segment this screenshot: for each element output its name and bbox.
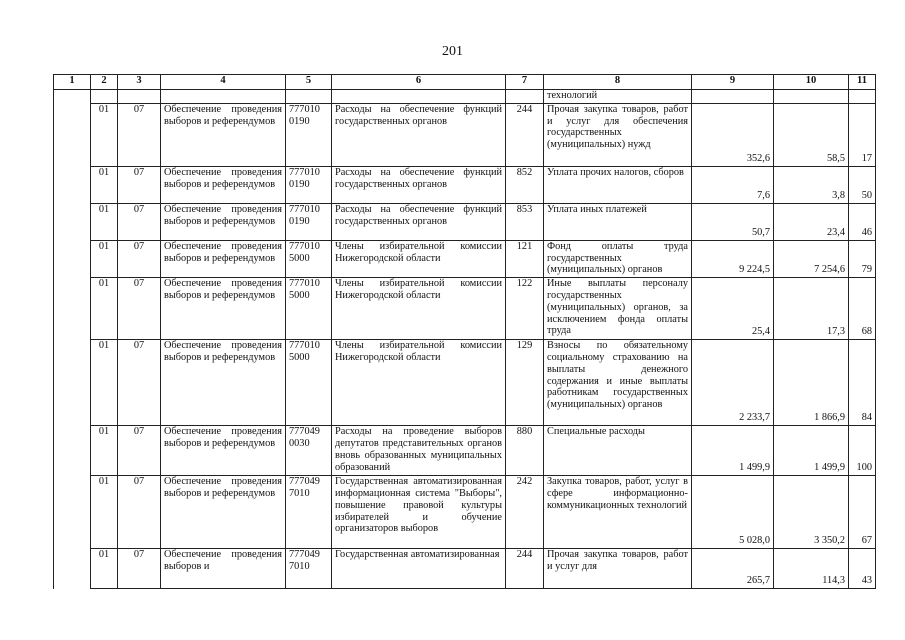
cell-plan: 352,6 [692,103,774,166]
cell-name: Обеспечение проведения выборов и референдумов [161,103,286,166]
cell-target-code: 777010 0190 [286,166,332,203]
table-row [54,476,876,549]
carry-over-row [54,90,876,104]
cell-empty [54,476,91,549]
cell-expense-name: Уплата иных платежей [544,203,692,240]
cell-target-name: Государственная автоматизированная информационная система "Выборы", повышение правовой культуры избирателей и обучение организаторов выборов [332,476,506,549]
cell-target-name: Расходы на обеспечение функций государственных органов [332,166,506,203]
cell-section: 01 [91,476,118,549]
cell-actual: 17,3 [774,278,849,340]
table-row [54,240,876,277]
cell-percent: 43 [849,549,876,589]
cell-target-code: 777010 5000 [286,240,332,277]
cell-plan: 5 028,0 [692,476,774,549]
cell-percent: 68 [849,278,876,340]
cell-name: Обеспечение проведения выборов и референдумов [161,166,286,203]
col-header: 9 [692,75,774,90]
col-header: 7 [506,75,544,90]
cell-percent: 84 [849,340,876,426]
cell-section: 01 [91,549,118,589]
cell-percent: 50 [849,166,876,203]
col-header: 1 [54,75,91,90]
col-header: 10 [774,75,849,90]
cell-actual: 7 254,6 [774,240,849,277]
cell-expense-code: 129 [506,340,544,426]
cell-name: Обеспечение проведения выборов и референдумов [161,203,286,240]
col-header: 8 [544,75,692,90]
cell-target-name: Расходы на проведение выборов депутатов представительных органов вновь образованных муниципальных образований [332,426,506,476]
table-row [54,340,876,426]
cell-empty [54,166,91,203]
cell-actual: 1 866,9 [774,340,849,426]
cell-empty [54,240,91,277]
cell-subsection: 07 [118,476,161,549]
cell-expense-name: Закупка товаров, работ, услуг в сфере информационно-коммуникационных технологий [544,476,692,549]
table-row [54,426,876,476]
col-header: 4 [161,75,286,90]
cell-target-code: 777049 0030 [286,426,332,476]
cell-subsection: 07 [118,549,161,589]
cell-expense-name: Прочая закупка товаров, работ и услуг для [544,549,692,589]
cell-actual: 3 350,2 [774,476,849,549]
cell-percent: 17 [849,103,876,166]
cell-target-code: 777010 5000 [286,278,332,340]
cell-plan: 1 499,9 [692,426,774,476]
cell-subsection: 07 [118,340,161,426]
cell-actual: 23,4 [774,203,849,240]
cell-plan: 2 233,7 [692,340,774,426]
cell-expense-name: Взносы по обязательному социальному страхованию на выплаты денежного содержания и иные выплаты работникам государственных (муниципальных) органов [544,340,692,426]
cell-target-name: Расходы на обеспечение функций государственных органов [332,103,506,166]
cell-subsection: 07 [118,278,161,340]
page-number: 201 [442,44,463,59]
cell-section: 01 [91,426,118,476]
cell-expense-code: 852 [506,166,544,203]
cell-empty [54,340,91,426]
cell-empty [54,103,91,166]
cell-actual: 58,5 [774,103,849,166]
cell-target-code: 777010 0190 [286,203,332,240]
cell-empty [54,426,91,476]
table-row [54,278,876,340]
cell-target-name: Члены избирательной комиссии Нижегородской области [332,240,506,277]
cell-plan: 25,4 [692,278,774,340]
cell-target-name: Члены избирательной комиссии Нижегородской области [332,340,506,426]
table-row [54,166,876,203]
cell-expense-code: 121 [506,240,544,277]
cell-percent: 100 [849,426,876,476]
cell-plan: 9 224,5 [692,240,774,277]
cell-actual: 1 499,9 [774,426,849,476]
cell-expense-name: Прочая закупка товаров, работ и услуг для обеспечения государственных (муниципальных) нужд [544,103,692,166]
cell-expense-name: Иные выплаты персоналу государственных (муниципальных) органов, за исключением фонда оплаты труда [544,278,692,340]
cell-target-code: 777010 5000 [286,340,332,426]
cell-expense-name: Уплата прочих налогов, сборов [544,166,692,203]
cell-target-name: Расходы на обеспечение функций государственных органов [332,203,506,240]
header-row [54,75,876,90]
cell-actual: 3,8 [774,166,849,203]
cell-name: Обеспечение проведения выборов и референдумов [161,278,286,340]
cell-subsection: 07 [118,166,161,203]
cell-name: Обеспечение проведения выборов и референдумов [161,476,286,549]
cell-name: Обеспечение проведения выборов и референдумов [161,340,286,426]
budget-table [53,74,876,589]
cell-target-name: Члены избирательной комиссии Нижегородской области [332,278,506,340]
cell-name: Обеспечение проведения выборов и референдумов [161,426,286,476]
cell-subsection: 07 [118,426,161,476]
cell-subsection: 07 [118,240,161,277]
cell-section: 01 [91,240,118,277]
cell-expense-code: 880 [506,426,544,476]
cell-target-code: 777010 0190 [286,103,332,166]
col-header: 5 [286,75,332,90]
cell-subsection: 07 [118,203,161,240]
cell-empty [54,549,91,589]
cell-expense-code: 244 [506,103,544,166]
cell-name: Обеспечение проведения выборов и [161,549,286,589]
cell-plan: 265,7 [692,549,774,589]
table-row [54,203,876,240]
cell-expense-name: Фонд оплаты труда государственных (муниципальных) органов [544,240,692,277]
cell-empty [54,203,91,240]
table-row [54,549,876,589]
cell-name: Обеспечение проведения выборов и референдумов [161,240,286,277]
cell-section: 01 [91,278,118,340]
cell-subsection: 07 [118,103,161,166]
cell-target-code: 777049 7010 [286,476,332,549]
cell-section: 01 [91,103,118,166]
table-row [54,103,876,166]
cell-percent: 79 [849,240,876,277]
cell-expense-name: Специальные расходы [544,426,692,476]
cell-percent: 67 [849,476,876,549]
col-header: 6 [332,75,506,90]
cell-expense-code: 122 [506,278,544,340]
col-header: 3 [118,75,161,90]
cell-expense-code: 242 [506,476,544,549]
carry-over-text: технологий [544,90,692,104]
cell-section: 01 [91,166,118,203]
cell-actual: 114,3 [774,549,849,589]
cell-target-code: 777049 7010 [286,549,332,589]
cell-section: 01 [91,340,118,426]
cell-target-name: Государственная автоматизированная [332,549,506,589]
cell-plan: 50,7 [692,203,774,240]
cell-plan: 7,6 [692,166,774,203]
cell-expense-code: 853 [506,203,544,240]
col-header: 11 [849,75,876,90]
cell-empty [54,278,91,340]
cell-percent: 46 [849,203,876,240]
cell-expense-code: 244 [506,549,544,589]
col-header: 2 [91,75,118,90]
cell-section: 01 [91,203,118,240]
